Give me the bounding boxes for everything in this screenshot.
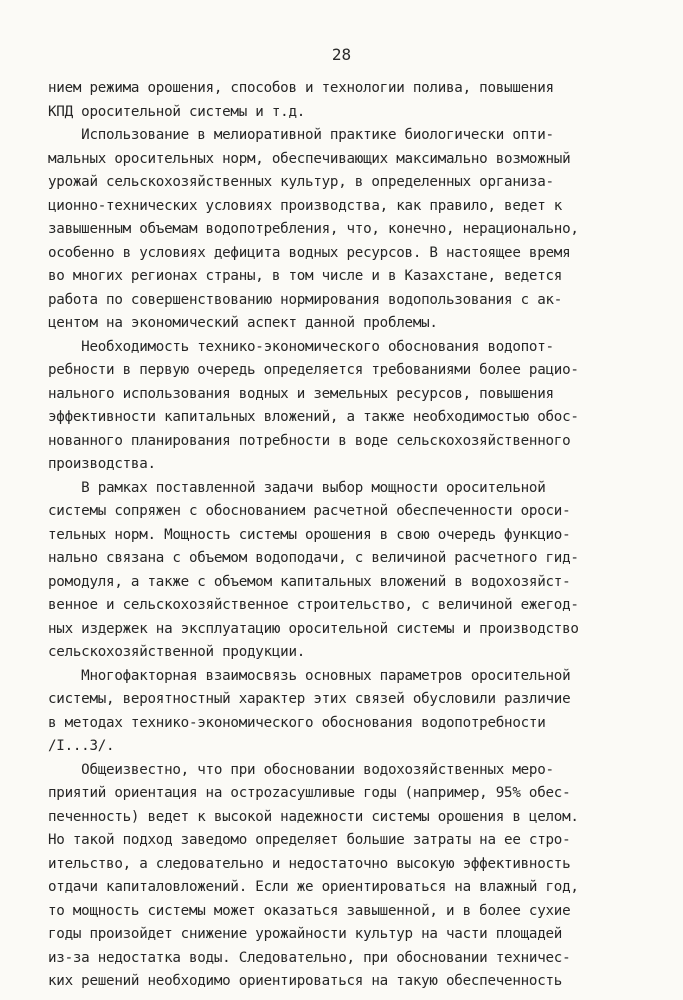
text-line: ных издержек на эксплуатацию оросительной системы и производство [48,620,579,637]
text-line: Многофакторная взаимосвязь основных параметров оросительной [48,667,571,684]
text-line: Использование в мелиоративной практике биологически опти- [48,127,554,143]
text-line: /I...3/. [48,738,115,754]
text-line: во многих регионах страны, в том числе и в Казахстане, ведется [48,268,563,284]
text-line: тельных норм. Мощность системы орошения в свою очередь функцио- [48,526,571,543]
paragraph [48,77,648,124]
body-text [48,77,648,994]
text-line: сельскохозяйственной продукции. [48,644,306,660]
text-line: венное и сельскохозяйственное строительство, с величиной ежегод- [48,597,579,613]
text-line: Общеизвестно, что при обосновании водохозяйственных меро- [48,761,554,778]
text-line: нально связана с объемом водоподачи, с величиной расчетного гид- [48,550,579,566]
text-line: нального использования водных и земельных ресурсов, повышения [48,385,554,402]
text-line: Но такой подход заведомо определяет большие затраты на ее стро- [48,832,571,848]
text-line: завышенным объемам водопотребления, что, конечно, нерационально, [48,221,579,237]
paragraph [48,124,648,336]
text-line: ционно-технических условиях производства, как правило, ведет к [48,197,563,214]
text-line: урожай сельскохозяйственных культур, в определенных организа- [48,174,554,190]
text-line: ительство, а следовательно и недостаточно высокую эффективность [48,855,571,872]
text-line: производства. [48,456,156,472]
text-line: КПД оросительной системы и т.д. [48,103,306,120]
text-line: Необходимость технико-экономического обоснования водопот- [48,338,554,355]
text-line: приятий ориентация на остроzасушливые годы (например, 95% обес- [48,785,571,801]
text-line: эффективности капитальных вложений, а также необходимостью обос- [48,409,579,425]
text-line: системы сопряжен с обоснованием расчетной обеспеченности ороси- [48,503,571,519]
text-line: ребности в первую очередь определяется требованиями более рацио- [48,362,579,378]
text-line: отдачи капиталовложений. Если же ориентироваться на влажный год, [48,879,579,895]
text-line: годы произойдет снижение урожайности культур на части площадей [48,926,563,942]
text-line: печенность) ведет к высокой надежности системы орошения в целом. [48,808,579,825]
text-line: особенно в условиях дефицита водных ресурсов. В настоящее время [48,244,571,261]
text-line: то мощность системы может оказаться завышенной, и в более сухие [48,902,571,919]
paragraph [48,759,648,994]
text-line: В рамках поставленной задачи выбор мощности оросительной [48,479,546,496]
paragraph [48,336,648,477]
paragraph [48,665,648,759]
text-line: центом на экономический аспект данной проблемы. [48,315,438,331]
text-line: работа по совершенствованию нормирования водопользования с ак- [48,291,563,308]
text-line: мальных оросительных норм, обеспечивающих максимально возможный [48,150,571,167]
text-line: ких решений необходимо ориентироваться на такую обеспеченность [48,973,563,989]
paragraph [48,477,648,665]
text-line: системы, вероятностный характер этих связей обусловили различие [48,691,571,707]
text-line: нованного планирования потребности в воде сельскохозяйственного [48,432,571,449]
text-line: ромодуля, а также с объемом капитальных вложений в водохозяйст- [48,573,571,590]
text-line: в методах технико-экономического обоснования водопотребности [48,714,546,731]
page-number: 28 [331,45,352,64]
text-line: из-за недостатка воды. Следовательно, при обосновании техничес- [48,949,571,966]
text-line: нием режима орошения, способов и технологии полива, повышения [48,80,554,96]
